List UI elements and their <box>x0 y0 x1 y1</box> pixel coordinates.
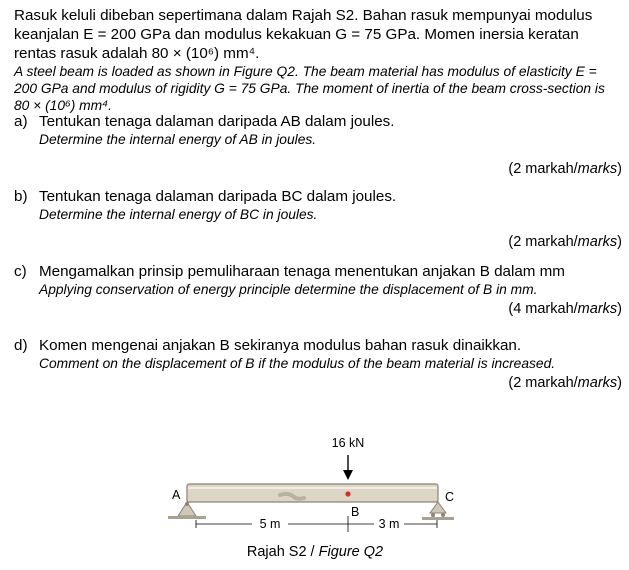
question-malay: Komen mengenai anjakan B sekiranya modulus bahan rasuk dinaikkan. <box>39 337 522 354</box>
marks-label: (2 markah/marks) <box>508 375 622 391</box>
question-b <box>14 187 622 252</box>
load-label: 16 kN <box>331 436 365 450</box>
figure-caption: Rajah S2 / Figure Q2 <box>246 544 384 560</box>
intro-english: A steel beam is loaded as shown in Figure Q2. The beam material has modulus of elasticity E = 200 GPa and modulus of rigidity G = 75 GPa. The moment of inertia of the beam cross-section is 80 × (10⁶) mm⁴. <box>14 64 605 113</box>
marks-label: (2 markah/marks) <box>508 234 622 250</box>
question-english: Applying conservation of energy principle determine the displacement of B in mm. <box>39 282 538 297</box>
load-arrow <box>343 455 353 480</box>
label-a: A <box>172 488 181 502</box>
question-label: a) <box>14 113 28 130</box>
question-malay: Mengamalkan prinsip pemuliharaan tenaga menentukan anjakan B dalam mm <box>39 263 565 280</box>
roller-support-c <box>422 502 454 520</box>
question-malay: Tentukan tenaga dalaman daripada AB dalam joules. <box>39 113 395 130</box>
question-d <box>14 336 622 393</box>
marks-label: (4 markah/marks) <box>508 301 622 317</box>
question-english: Determine the internal energy of BC in joules. <box>39 207 318 222</box>
dimension-line <box>196 516 437 532</box>
label-c: C <box>445 490 455 504</box>
question-label: b) <box>14 188 28 205</box>
dimension-bc: 3 m <box>378 517 400 531</box>
question-a <box>14 112 622 179</box>
point-b-marker <box>345 491 350 496</box>
dimension-ab: 5 m <box>259 517 281 531</box>
beam <box>187 484 438 502</box>
label-b: B <box>351 505 360 519</box>
question-c <box>14 262 622 319</box>
question-english: Determine the internal energy of AB in joules. <box>39 132 317 147</box>
question-malay: Tentukan tenaga dalaman daripada BC dalam joules. <box>39 188 397 205</box>
marks-label: (2 markah/marks) <box>508 161 622 177</box>
beam-diagram <box>160 428 470 540</box>
pin-support-a <box>168 502 206 519</box>
problem-statement <box>14 6 622 114</box>
question-label: c) <box>14 263 27 280</box>
question-english: Comment on the displacement of B if the modulus of the beam material is increased. <box>39 356 556 371</box>
intro-malay: Rasuk keluli dibeban sepertimana dalam Rajah S2. Bahan rasuk mempunyai modulus keanjalan E = 200 GPa dan modulus kekakuan G = 75 GPa. Momen inersia keratan rentas rasuk adalah 80 × (10⁶) mm⁴. <box>14 7 593 62</box>
question-label: d) <box>14 337 28 354</box>
